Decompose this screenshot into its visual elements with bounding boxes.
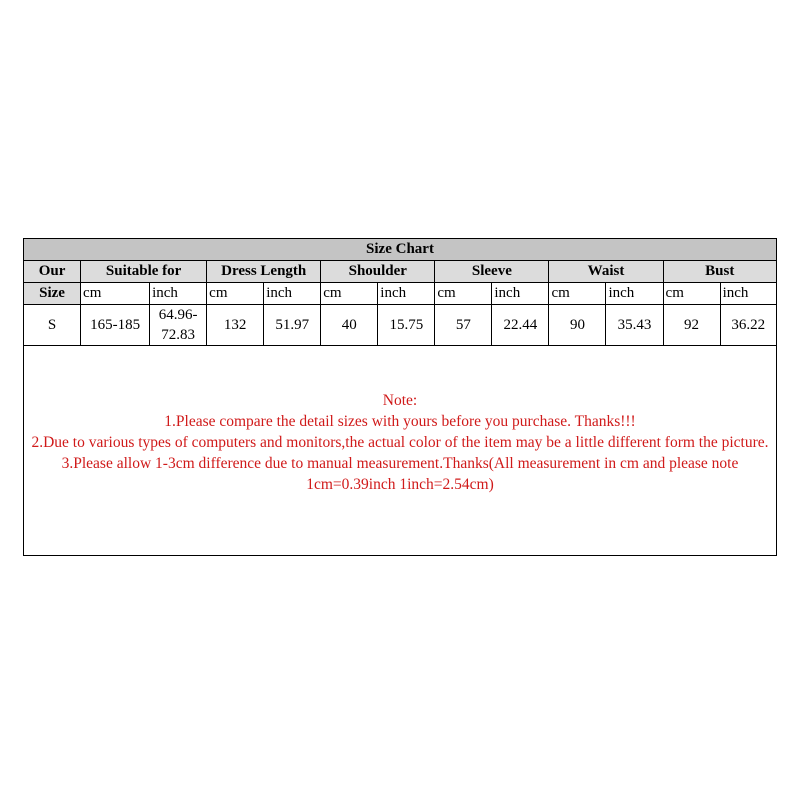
group-header-dress-length: Dress Length (207, 261, 321, 283)
value-cell: 90 (549, 305, 606, 346)
size-cell: S (24, 305, 81, 346)
value-cell: 64.96-72.83 (150, 305, 207, 346)
unit-cell: cm (435, 283, 492, 305)
note-line-3: 3.Please allow 1-3cm difference due to manual measurement.Thanks(All measurement in cm and please note 1cm=0.39inch 1inch=2.54cm) (61, 455, 739, 493)
group-header-shoulder: Shoulder (321, 261, 435, 283)
value-cell: 22.44 (492, 305, 549, 346)
unit-cell: cm (549, 283, 606, 305)
unit-cell: inch (378, 283, 435, 305)
value-cell: 165-185 (81, 305, 150, 346)
note-heading: Note: (382, 392, 418, 409)
value-cell: 51.97 (264, 305, 321, 346)
unit-cell: inch (606, 283, 663, 305)
note-line-2: 2.Due to various types of computers and monitors,the actual color of the item may be a little different form the picture. (31, 434, 769, 451)
value-cell: 132 (207, 305, 264, 346)
unit-cell: cm (81, 283, 150, 305)
group-header-waist: Waist (549, 261, 663, 283)
value-cell: 36.22 (720, 305, 776, 346)
size-chart (23, 238, 777, 556)
group-header-suitable-for: Suitable for (81, 261, 207, 283)
unit-cell: inch (150, 283, 207, 305)
unit-cell: inch (264, 283, 321, 305)
unit-cell: inch (492, 283, 549, 305)
our-size-header-line2: Size (24, 283, 81, 305)
note-line-1: 1.Please compare the detail sizes with yours before you purchase. Thanks!!! (164, 413, 636, 430)
unit-cell: cm (663, 283, 720, 305)
unit-cell: cm (207, 283, 264, 305)
group-header-sleeve: Sleeve (435, 261, 549, 283)
unit-cell: cm (321, 283, 378, 305)
unit-cell: inch (720, 283, 776, 305)
value-cell: 35.43 (606, 305, 663, 346)
table-row (24, 305, 777, 346)
value-cell: 92 (663, 305, 720, 346)
our-size-header: Our (24, 261, 81, 283)
size-chart-title: Size Chart (24, 239, 777, 261)
group-header-bust: Bust (663, 261, 776, 283)
value-cell: 57 (435, 305, 492, 346)
value-cell: 40 (321, 305, 378, 346)
size-chart-table (23, 238, 777, 346)
value-cell: 15.75 (378, 305, 435, 346)
notes-box (23, 346, 777, 556)
